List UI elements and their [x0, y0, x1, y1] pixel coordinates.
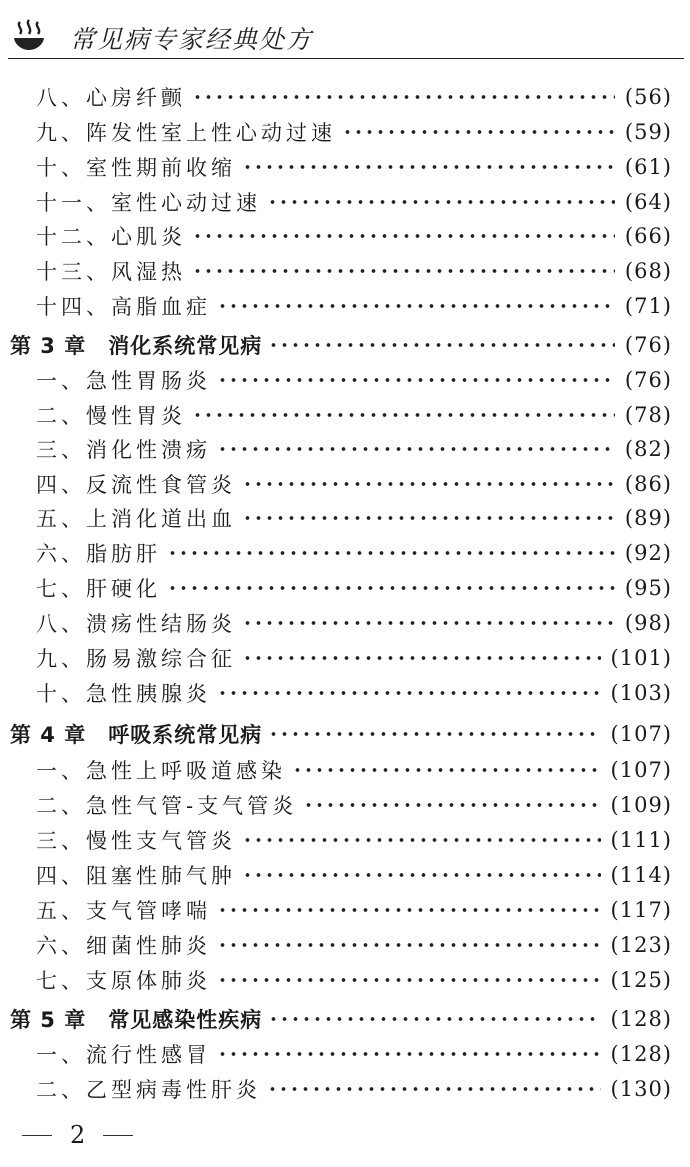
toc-entry[interactable]: [0, 398, 690, 432]
toc-page-number: (76): [624, 368, 672, 392]
toc-page-number: (101): [610, 646, 672, 670]
dot-leader: [167, 543, 615, 563]
dot-leader: [242, 648, 601, 668]
toc-entry[interactable]: [0, 571, 690, 605]
toc-entry-title: 一、急性上呼吸道感染: [36, 759, 286, 783]
dot-leader: [242, 508, 615, 528]
toc-entry-title: 二、乙型病毒性肝炎: [36, 1078, 261, 1102]
toc-entry-title: 十三、风湿热: [36, 260, 186, 284]
toc-entry[interactable]: [0, 963, 690, 997]
dot-leader: [303, 795, 600, 815]
chapter-title: 消化系统常见病: [108, 334, 263, 358]
toc-page-number: (59): [624, 120, 672, 144]
toc-entry[interactable]: [0, 1072, 690, 1106]
dot-leader: [292, 760, 601, 780]
toc-page-number: (117): [610, 898, 672, 922]
chapter-number: 第 4 章: [10, 723, 87, 747]
toc-entry[interactable]: [0, 363, 690, 397]
toc-entry-title: 三、慢性支气管炎: [36, 829, 236, 853]
toc-page-number: (95): [624, 576, 672, 600]
toc-page-number: (86): [624, 472, 672, 496]
dot-leader: [217, 1044, 601, 1064]
dot-leader: [242, 865, 601, 885]
toc-entry[interactable]: [0, 606, 690, 640]
running-header: [8, 16, 684, 56]
footer-dash-left: [22, 1135, 52, 1136]
toc-entry[interactable]: [0, 219, 690, 253]
dot-leader: [267, 192, 615, 212]
toc-entry[interactable]: [0, 80, 690, 114]
toc-entry[interactable]: [0, 501, 690, 535]
dot-leader: [242, 830, 601, 850]
page-footer: [22, 1120, 133, 1150]
dot-leader: [192, 226, 615, 246]
toc-page-number: (68): [624, 259, 672, 283]
toc-entry-title: 六、脂肪肝: [36, 542, 161, 566]
dot-leader: [217, 935, 601, 955]
toc-page-number: (123): [610, 933, 672, 957]
toc-entry[interactable]: [0, 1037, 690, 1071]
header-rule: [8, 58, 684, 59]
dot-leader: [342, 122, 615, 142]
dot-leader: [217, 296, 615, 316]
toc-page-number: (78): [624, 403, 672, 427]
toc-entry-title: 十四、高脂血症: [36, 295, 211, 319]
toc-page-number: (109): [610, 793, 672, 817]
toc-entry[interactable]: [0, 536, 690, 570]
toc-page-number: (107): [610, 758, 672, 782]
toc-chapter-entry[interactable]: [0, 1002, 690, 1036]
toc-entry-title: 六、细菌性肺炎: [36, 934, 211, 958]
toc-entry-title: 二、慢性胃炎: [36, 404, 186, 428]
toc-entry-title: 十一、室性心动过速: [36, 191, 261, 215]
toc-chapter-entry[interactable]: [0, 328, 690, 362]
dot-leader: [242, 474, 615, 494]
toc-entry-title: 四、反流性食管炎: [36, 473, 236, 497]
toc-page-number: (82): [624, 437, 672, 461]
toc-page-number: (61): [624, 155, 672, 179]
toc-entry-title: 四、阻塞性肺气肿: [36, 864, 236, 888]
toc-entry[interactable]: [0, 641, 690, 675]
toc-entry-title: 八、溃疡性结肠炎: [36, 612, 236, 636]
toc-entry[interactable]: [0, 467, 690, 501]
header-title: 常见病专家经典处方: [70, 25, 314, 54]
toc-entry[interactable]: [0, 788, 690, 822]
dot-leader: [242, 157, 615, 177]
toc-page-number: (111): [610, 828, 672, 852]
toc-entry-title: 九、阵发性室上性心动过速: [36, 121, 336, 145]
toc-entry[interactable]: [0, 823, 690, 857]
toc-entry[interactable]: [0, 893, 690, 927]
steaming-herb-bowl-icon: [12, 18, 46, 52]
toc-entry[interactable]: [0, 432, 690, 466]
toc-page-number: (66): [624, 224, 672, 248]
toc-page-number: (56): [624, 85, 672, 109]
toc-entry-title: [10, 1004, 262, 1034]
dot-leader: [217, 900, 601, 920]
dot-leader: [217, 439, 615, 459]
dot-leader: [192, 261, 615, 281]
dot-leader: [217, 370, 615, 390]
dot-leader: [268, 724, 600, 744]
toc-page-number: (92): [624, 541, 672, 565]
toc-page-number: (128): [610, 1042, 672, 1066]
footer-dash-right: [103, 1135, 133, 1136]
toc-entry-title: 八、心房纤颤: [36, 86, 186, 110]
toc-entry[interactable]: [0, 928, 690, 962]
toc-entry[interactable]: [0, 115, 690, 149]
toc-entry[interactable]: [0, 676, 690, 710]
toc-entry-title: [10, 330, 262, 360]
toc-entry-title: 二、急性气管-支气管炎: [36, 794, 298, 818]
toc-entry[interactable]: [0, 858, 690, 892]
toc-entry-title: 一、急性胃肠炎: [36, 369, 211, 393]
toc-page-number: (89): [624, 506, 672, 530]
toc-page-number: (114): [610, 863, 672, 887]
toc-page-number: (125): [610, 968, 672, 992]
toc-entry-title: 五、支气管哮喘: [36, 899, 211, 923]
toc-chapter-entry[interactable]: [0, 717, 690, 751]
toc-entry-title: 七、支原体肺炎: [36, 969, 211, 993]
toc-entry-title: 十、室性期前收缩: [36, 156, 236, 180]
chapter-title: 常见感染性疾病: [108, 1008, 263, 1032]
toc-entry[interactable]: [0, 753, 690, 787]
toc-page-number: (128): [610, 1007, 672, 1031]
toc-page-number: (107): [610, 722, 672, 746]
dot-leader: [268, 335, 615, 355]
toc-entry-title: [10, 719, 262, 749]
dot-leader: [217, 683, 601, 703]
toc-page-number: (76): [624, 333, 672, 357]
toc-entry[interactable]: [0, 289, 690, 323]
dot-leader: [192, 405, 615, 425]
toc-page-number: (98): [624, 611, 672, 635]
toc-entry-title: 三、消化性溃疡: [36, 438, 211, 462]
chapter-title: 呼吸系统常见病: [108, 723, 263, 747]
toc-entry-title: 十、急性胰腺炎: [36, 682, 211, 706]
toc-entry-title: 五、上消化道出血: [36, 507, 236, 531]
toc-page-number: (103): [610, 681, 672, 705]
page-number: 2: [70, 1121, 86, 1149]
toc-page-number: (71): [624, 294, 672, 318]
dot-leader: [267, 1079, 601, 1099]
toc-entry[interactable]: [0, 185, 690, 219]
toc-entry-title: 七、肝硬化: [36, 577, 161, 601]
dot-leader: [242, 613, 615, 633]
chapter-number: 第 3 章: [10, 334, 87, 358]
dot-leader: [192, 87, 615, 107]
dot-leader: [268, 1009, 600, 1029]
toc-entry-title: 一、流行性感冒: [36, 1043, 211, 1067]
toc-entry-title: 九、肠易激综合征: [36, 647, 236, 671]
toc-entry[interactable]: [0, 254, 690, 288]
toc-page-number: (64): [624, 190, 672, 214]
dot-leader: [167, 578, 615, 598]
dot-leader: [217, 970, 601, 990]
toc-entry[interactable]: [0, 150, 690, 184]
toc-entry-title: 十二、心肌炎: [36, 225, 186, 249]
toc-page-number: (130): [610, 1077, 672, 1101]
chapter-number: 第 5 章: [10, 1008, 87, 1032]
